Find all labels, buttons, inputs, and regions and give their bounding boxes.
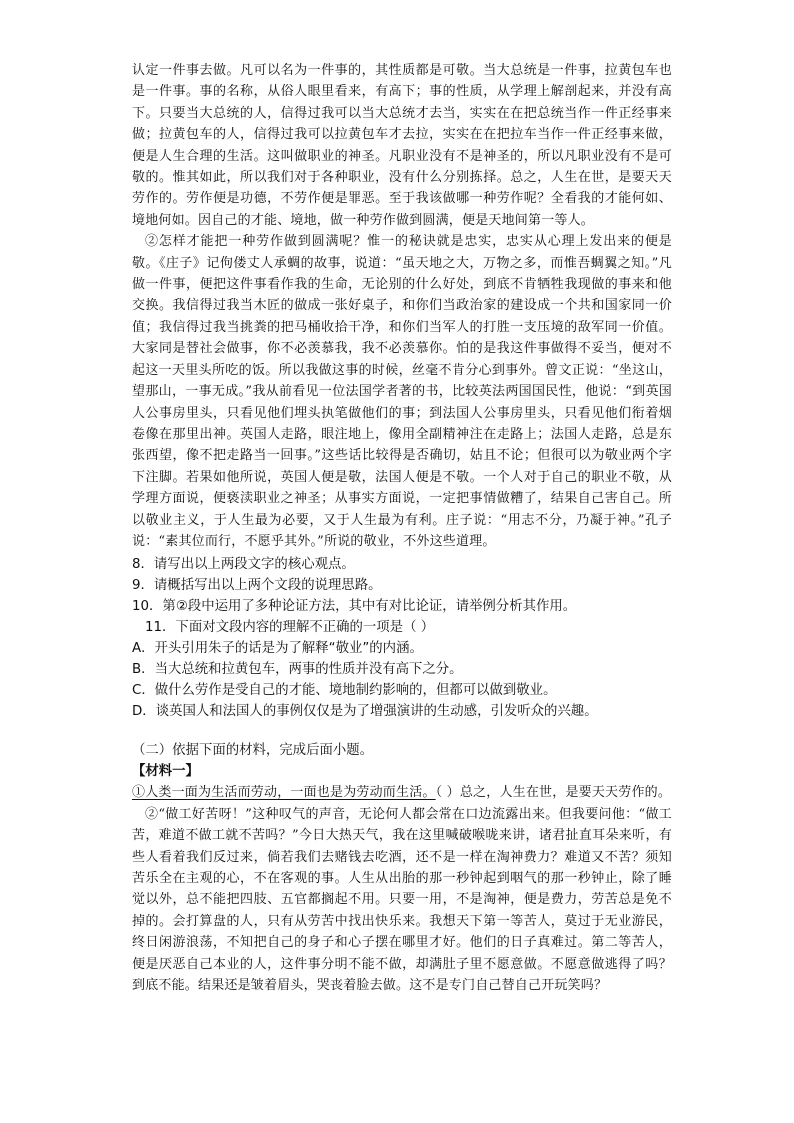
option-b: B．当大总统和拉黄包车，两事的性质并没有高下之分。 — [132, 662, 463, 678]
question-8: 8．请写出以上两段文字的核心观点。 — [132, 557, 355, 573]
material-label: 【材料一】 — [132, 764, 199, 780]
material-paragraph-2: ②“做工好苦呀！”这种叹气的声音，无论何人都会常在口边流露出来。但我要问他：“做工苦，难道不做工就不苦吗？”今日大热天气，我在这里喊破喉咙来讲，诸君扯直耳朵来听，有些人看着我们反过来，倘若我们去赌钱去吃酒，还不是一样在淘神费力？难道又不苦？须知苦乐全在主观的心，不在客观的事。人生从出胎的那一秒钟起到咽气的那一秒钟止，除了睡觉以外，总不能把四肢、五官都搁起不用。只要一用，不是淘神，便是费力，劳苦总是免不掉的。会打算盘的人，只有从劳苦中找出快乐来。我想天下第一等苦人，莫过于无业游民，终日闲游浪荡，不知把自己的身子和心子摆在哪里才好。他们的日子真难过。第二等苦人，便是厌恶自己本业的人，这件事分明不能不做，却满肚子里不愿意做。不愿意做逃得了吗？到底不能。结果还是皱着眉头，哭丧着脸去做。这不是专门自己替自己开玩笑吗？ — [132, 806, 672, 993]
question-9: 9．请概括写出以上两个文段的说理思路。 — [132, 578, 382, 594]
underlined-sentence: ①人类一面为生活而劳动，一面也是为劳动而生活。 — [132, 785, 436, 801]
option-c: C．做什么劳作是受自己的才能、境地制约影响的，但都可以做到敬业。 — [132, 683, 557, 699]
material-paragraph-1 — [132, 782, 672, 803]
section-heading: （二）依据下面的材料，完成后面小题。 — [132, 743, 374, 759]
passage-paragraph-1: 认定一件事去做。凡可以名为一件事的，其性质都是可敬。当大总统是一件事，拉黄包车也是一件事。事的名称，从俗人眼里看来，有高下；事的性质，从学理上解剖起来，并没有高下。只要当大总统的人，信得过我可以当大总统才去当，实实在在把总统当作一件正经事来做；拉黄包车的人，信得过我可以拉黄包车才去拉，实实在在把拉车当作一件正经事来做，便是人生合理的生活。这叫做职业的神圣。凡职业没有不是神圣的，所以凡职业没有不是可敬的。惟其如此，所以我们对于各种职业，没有什么分别拣择。总之，人生在世，是要天天劳作的。劳作便是功德，不劳作便是罪恶。至于我该做哪一种劳作呢？全看我的才能何如、境地何如。因自己的才能、境地，做一种劳作做到圆满，便是天地间第一等人。 — [132, 63, 672, 228]
passage-paragraph-2: ②怎样才能把一种劳作做到圆满呢？惟一的秘诀就是忠实，忠实从心理上发出来的便是敬。《庄子》记佝偻丈人承蜩的故事，说道：“虽天地之大，万物之多，而惟吾蜩翼之知。”凡做一件事，便把这件事看作我的生命，无论别的什么好处，到底不肯牺牲我现做的事来和他交换。我信得过我当木匠的做成一张好桌子，和你们当政治家的建设成一个共和国家同一价值；我信得过我当挑粪的把马桶收拾干净，和你们当军人的打胜一支压境的敌军同一价值。大家同是替社会做事，你不必羡慕我，我不必羡慕你。怕的是我这件事做得不妥当，便对不起这一天里头所吃的饭。所以我做这事的时候，丝毫不肯分心到事外。曾文正说：“坐这山，望那山，一事无成。”我从前看见一位法国学者著的书，比较英法两国国民性，他说：“到英国人公事房里头，只看见他们埋头执笔做他们的事；到法国人公事房里头，只看见他们衔着烟卷像在那里出神。英国人走路，眼注地上，像用全副精神注在走路上；法国人走路，总是东张西望，像不把走路当一回事。”这些话比较得是否确切，姑且不论；但很可以为敬业两个字下注脚。若果如他所说，英国人便是敬，法国人便是不敬。一个人对于自己的职业不敬，从学理方面说，便亵渎职业之神圣；从事实方面说，一定把事情做糟了，结果自己害自己。所以敬业主义，于人生最为必要，又于人生最为有利。庄子说：“用志不分，乃凝于神。”孔子说：“素其位而行，不愿乎其外。”所说的敬业，不外这些道理。 — [132, 234, 672, 549]
question-10: 10．第②段中运用了多种论证方法，其中有对比论证，请举例分析其作用。 — [132, 599, 577, 615]
option-a: A．开头引用朱子的话是为了解释“敬业”的内涵。 — [132, 641, 423, 657]
material-paragraph-1-rest: （ ）总之，人生在世，是要天天劳作的。 — [435, 785, 672, 801]
question-11: 11．下面对文段内容的理解不正确的一项是（ ） — [145, 620, 435, 636]
document-page — [132, 60, 672, 996]
option-d: D．谈英国人和法国人的事例仅仅是为了增强演讲的生动感，引发听众的兴趣。 — [132, 704, 598, 720]
